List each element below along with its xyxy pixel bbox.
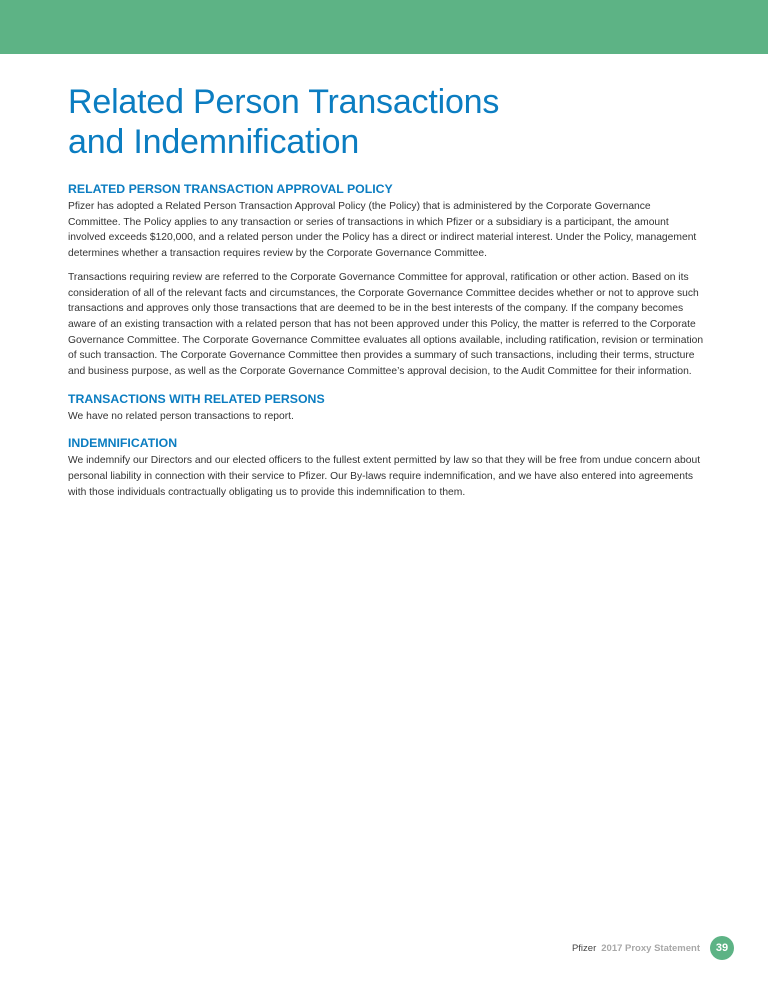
paragraph: We have no related person transactions to report. — [68, 410, 294, 422]
section-heading: RELATED PERSON TRANSACTION APPROVAL POLICY — [68, 182, 393, 196]
title-line-1: Related Person Transactions — [68, 83, 500, 121]
title-line-2: and Indemnification — [68, 123, 360, 161]
paragraph: Transactions requiring review are referred to the Corporate Governance Committee for approval, ratification or other action. Based on its consideration of all of the relevant facts and circumstances, the Corporate Governance Committee decides whether or not to approve such transactions and approves only those transactions that are deemed to be in the best interests of the company. If the company becomes aware of an existing transaction with a related person that has not been approved under this Policy, the matter is referred to the Corporate Governance Committee. The Corporate Governance Committee evaluates all options available, including ratification, revision or termination of such transaction. The Corporate Governance Committee then provides a summary of such transactions, including their terms, structure and business purpose, as well as the Corporate Governance Committee’s approval decision, to the Audit Committee for their information. — [68, 271, 704, 378]
header-band — [0, 0, 768, 54]
section-approval-policy — [68, 182, 704, 380]
page-content — [68, 182, 704, 513]
section-transactions — [68, 392, 704, 425]
page-title — [68, 82, 499, 162]
section-heading: TRANSACTIONS WITH RELATED PERSONS — [68, 391, 325, 406]
page-footer — [572, 936, 734, 960]
section-heading: INDEMNIFICATION — [68, 436, 178, 451]
section-indemnification — [68, 436, 704, 500]
page-number-badge: 39 — [710, 936, 734, 960]
footer-company: Pfizer — [571, 942, 597, 954]
paragraph: We indemnify our Directors and our elected officers to the fullest extent permitted by law so that they will be free from undue concern about personal liability in connection with their service to Pfizer. Our By-laws require indemnification, and we have also entered into agreements with those individuals contractually obligating us to provide this indemnification to them. — [68, 455, 701, 498]
paragraph: Pfizer has adopted a Related Person Transaction Approval Policy (the Policy) that is administered by the Corporate Governance Committee. The Policy applies to any transaction or series of transactions in which Pfizer or a subsidiary is a participant, the amount involved exceeds $120,000, and a related person under the Policy has a direct or indirect material interest. Under the Policy, management determines whether a transaction requires review by the Corporate Governance Committee. — [68, 201, 697, 260]
footer-document: 2017 Proxy Statement — [601, 942, 700, 954]
